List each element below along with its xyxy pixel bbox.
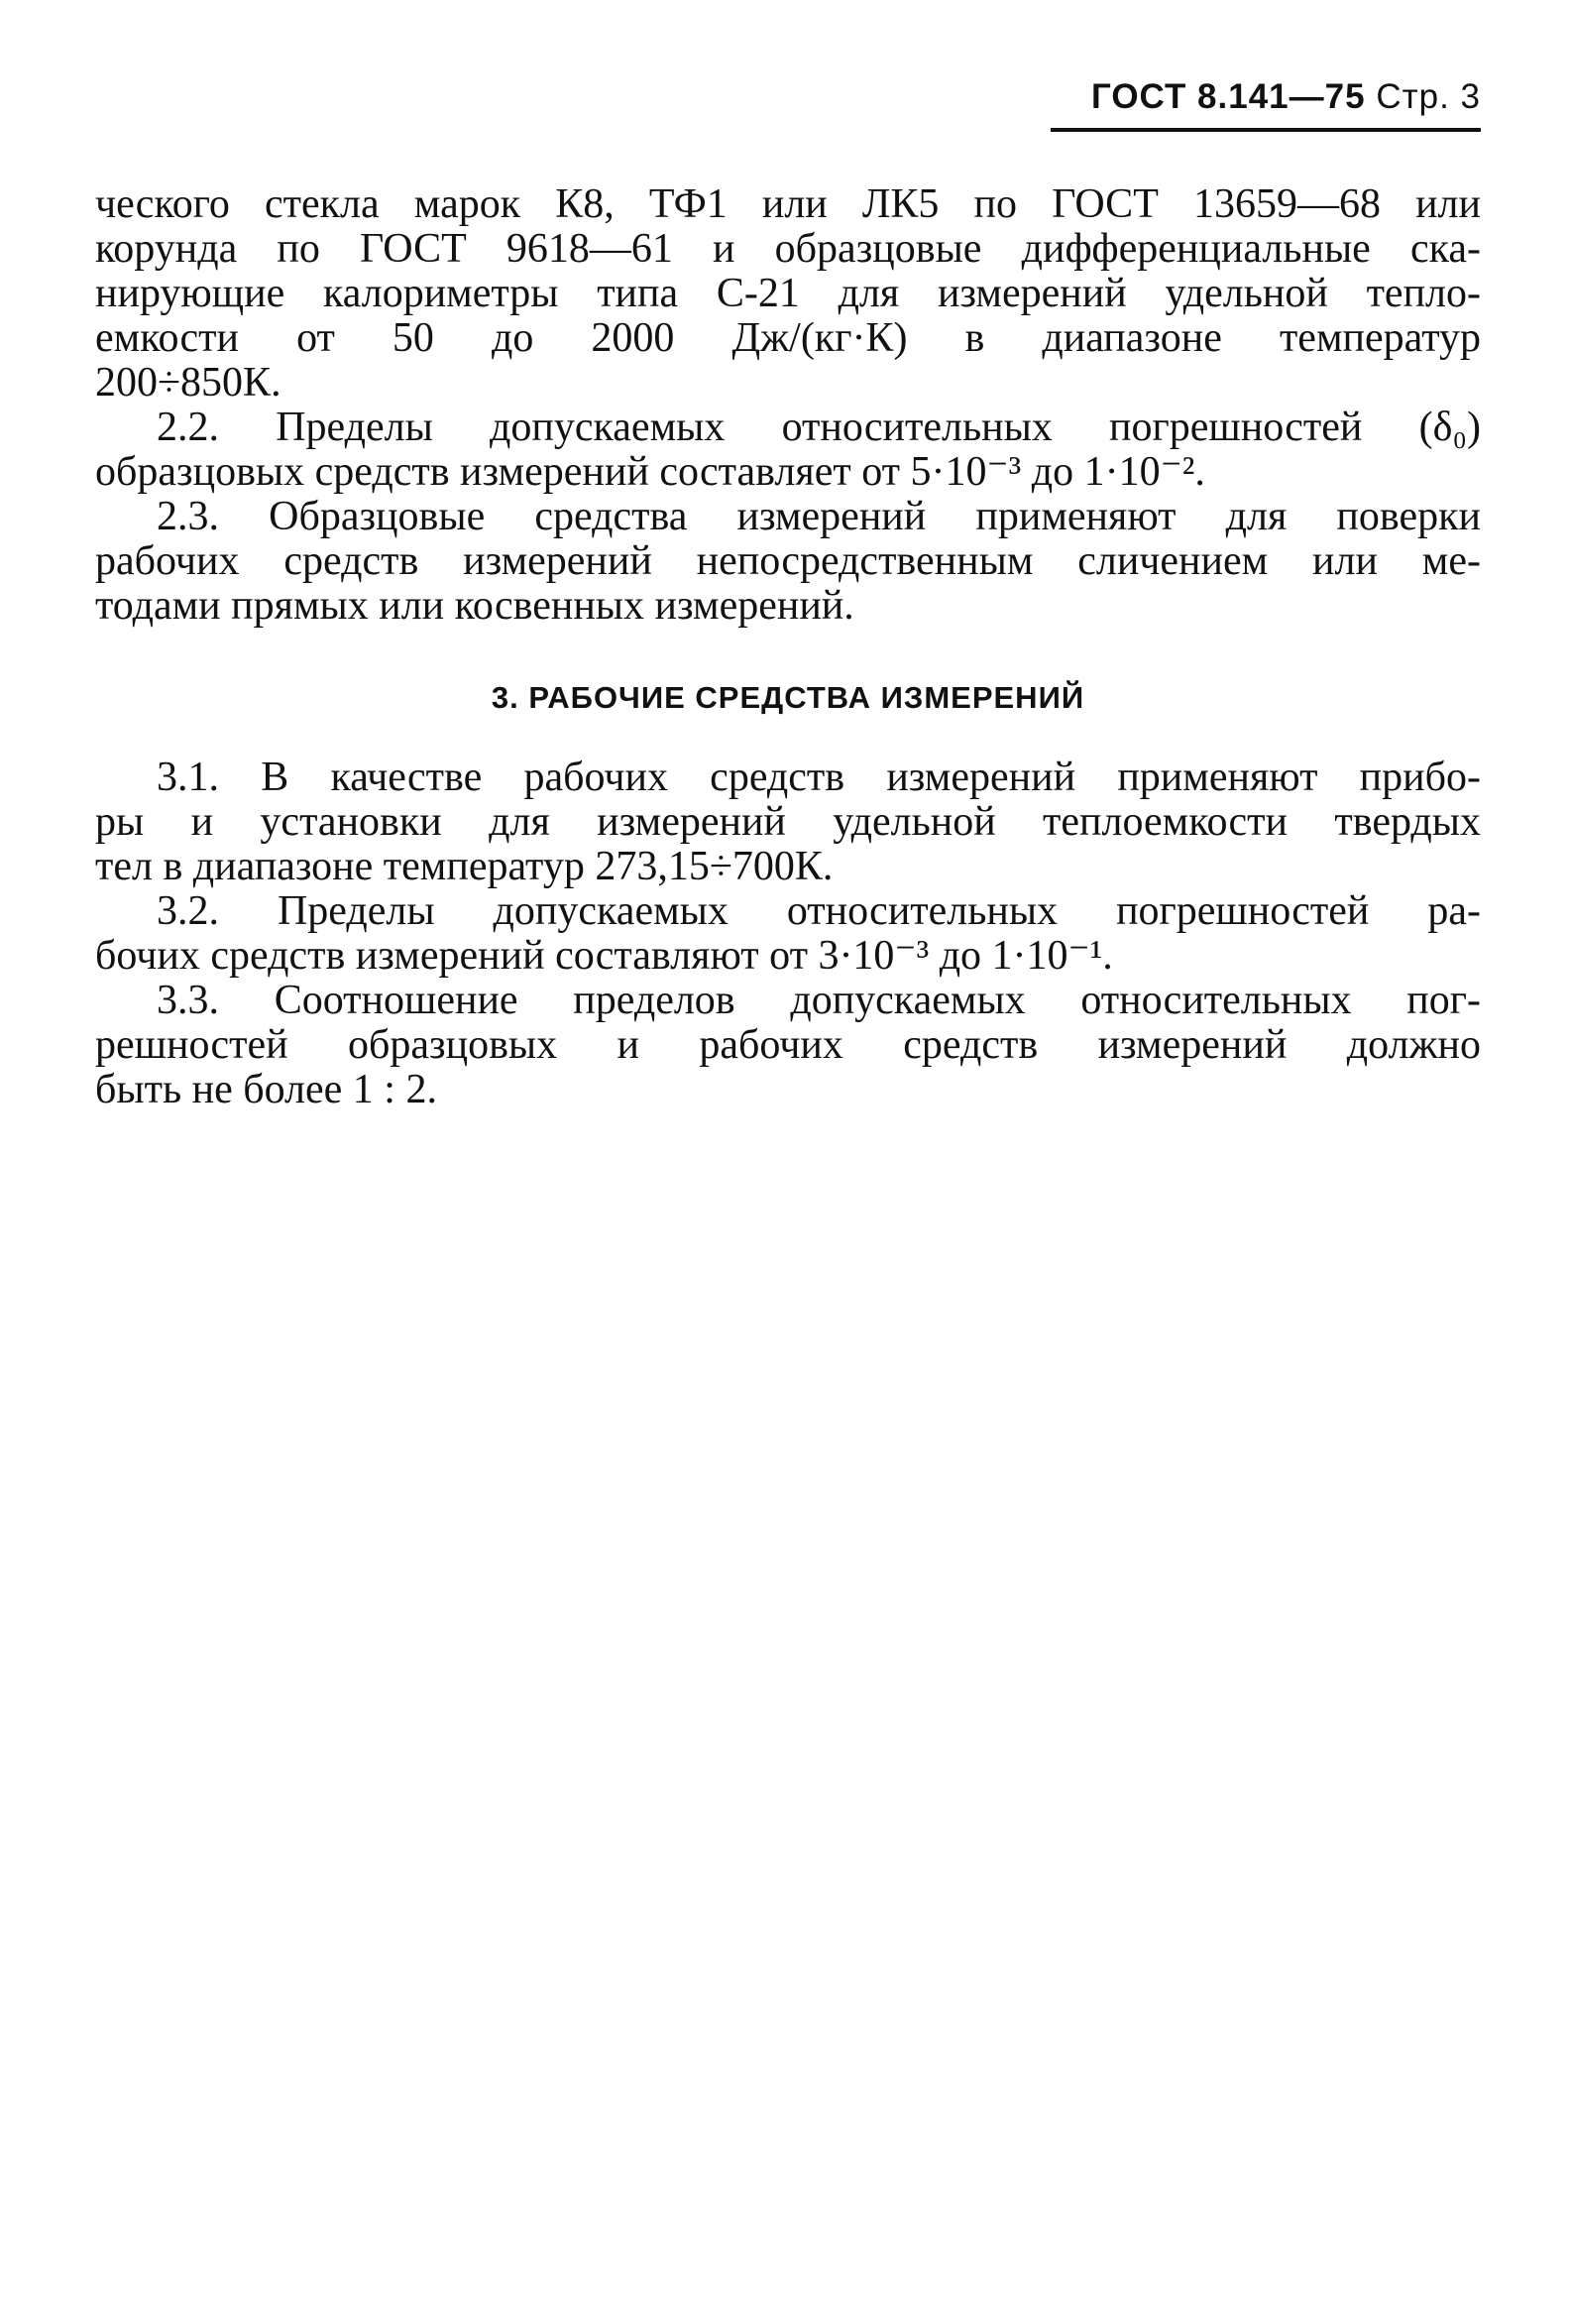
page-header (1051, 77, 1481, 131)
paragraph-2-3-line: 2.3. Образцовые средства измерений применяют для поверки (157, 495, 1481, 539)
paragraph-3-1-line: 3.1. В качестве рабочих средств измерений применяют прибо- (157, 755, 1481, 800)
paragraph-3-3-line: решностей образцовых и рабочих средств измерений должно (95, 1023, 1481, 1068)
header-rule (1051, 128, 1481, 132)
header-text (1091, 77, 1481, 117)
paragraph-2-3-line: рабочих средств измерений непосредственным сличением или ме- (95, 539, 1481, 584)
text-line: корунда по ГОСТ 9618—61 и образцовые дифференциальные ска- (95, 227, 1481, 272)
paragraph-2-3-line: тодами прямых или косвенных измерений. (95, 584, 854, 629)
text-line: нирующие калориметры типа С-21 для измерений удельной тепло- (95, 272, 1481, 316)
paragraph-2-2-line: образцовых средств измерений составляет от 5·10⁻³ до 1·10⁻². (95, 450, 1205, 495)
paragraph-3-1-line: ры и установки для измерений удельной теплоемкости твердых (95, 800, 1481, 845)
section-2-continuation (95, 182, 1481, 629)
section-3-body (95, 755, 1481, 1112)
paragraph-3-3-line: 3.3. Соотношение пределов допускаемых относительных пог- (157, 979, 1481, 1023)
text-line: 200÷850К. (95, 361, 281, 406)
document-id: ГОСТ 8.141—75 (1090, 77, 1366, 116)
paragraph-2-2-line: 2.2. Пределы допускаемых относительных погрешностей (δ₀) (157, 406, 1481, 450)
paragraph-3-2-line: 3.2. Пределы допускаемых относительных погрешностей ра- (157, 889, 1481, 934)
paragraph-3-1-line: тел в диапазоне температур 273,15÷700К. (95, 845, 834, 889)
paragraph-3-3-line: быть не более 1 : 2. (95, 1068, 437, 1112)
text-line: ческого стекла марок К8, ТФ1 или ЛК5 по ГОСТ 13659—68 или (95, 182, 1481, 227)
section-3-heading: 3. РАБОЧИЕ СРЕДСТВА ИЗМЕРЕНИЙ (491, 680, 1085, 715)
page-number: Стр. 3 (1376, 77, 1481, 116)
paragraph-3-2-line: бочих средств измерений составляют от 3·10⁻³ до 1·10⁻¹. (95, 934, 1113, 979)
text-line: емкости от 50 до 2000 Дж/(кг·К) в диапазоне температур (95, 316, 1481, 361)
